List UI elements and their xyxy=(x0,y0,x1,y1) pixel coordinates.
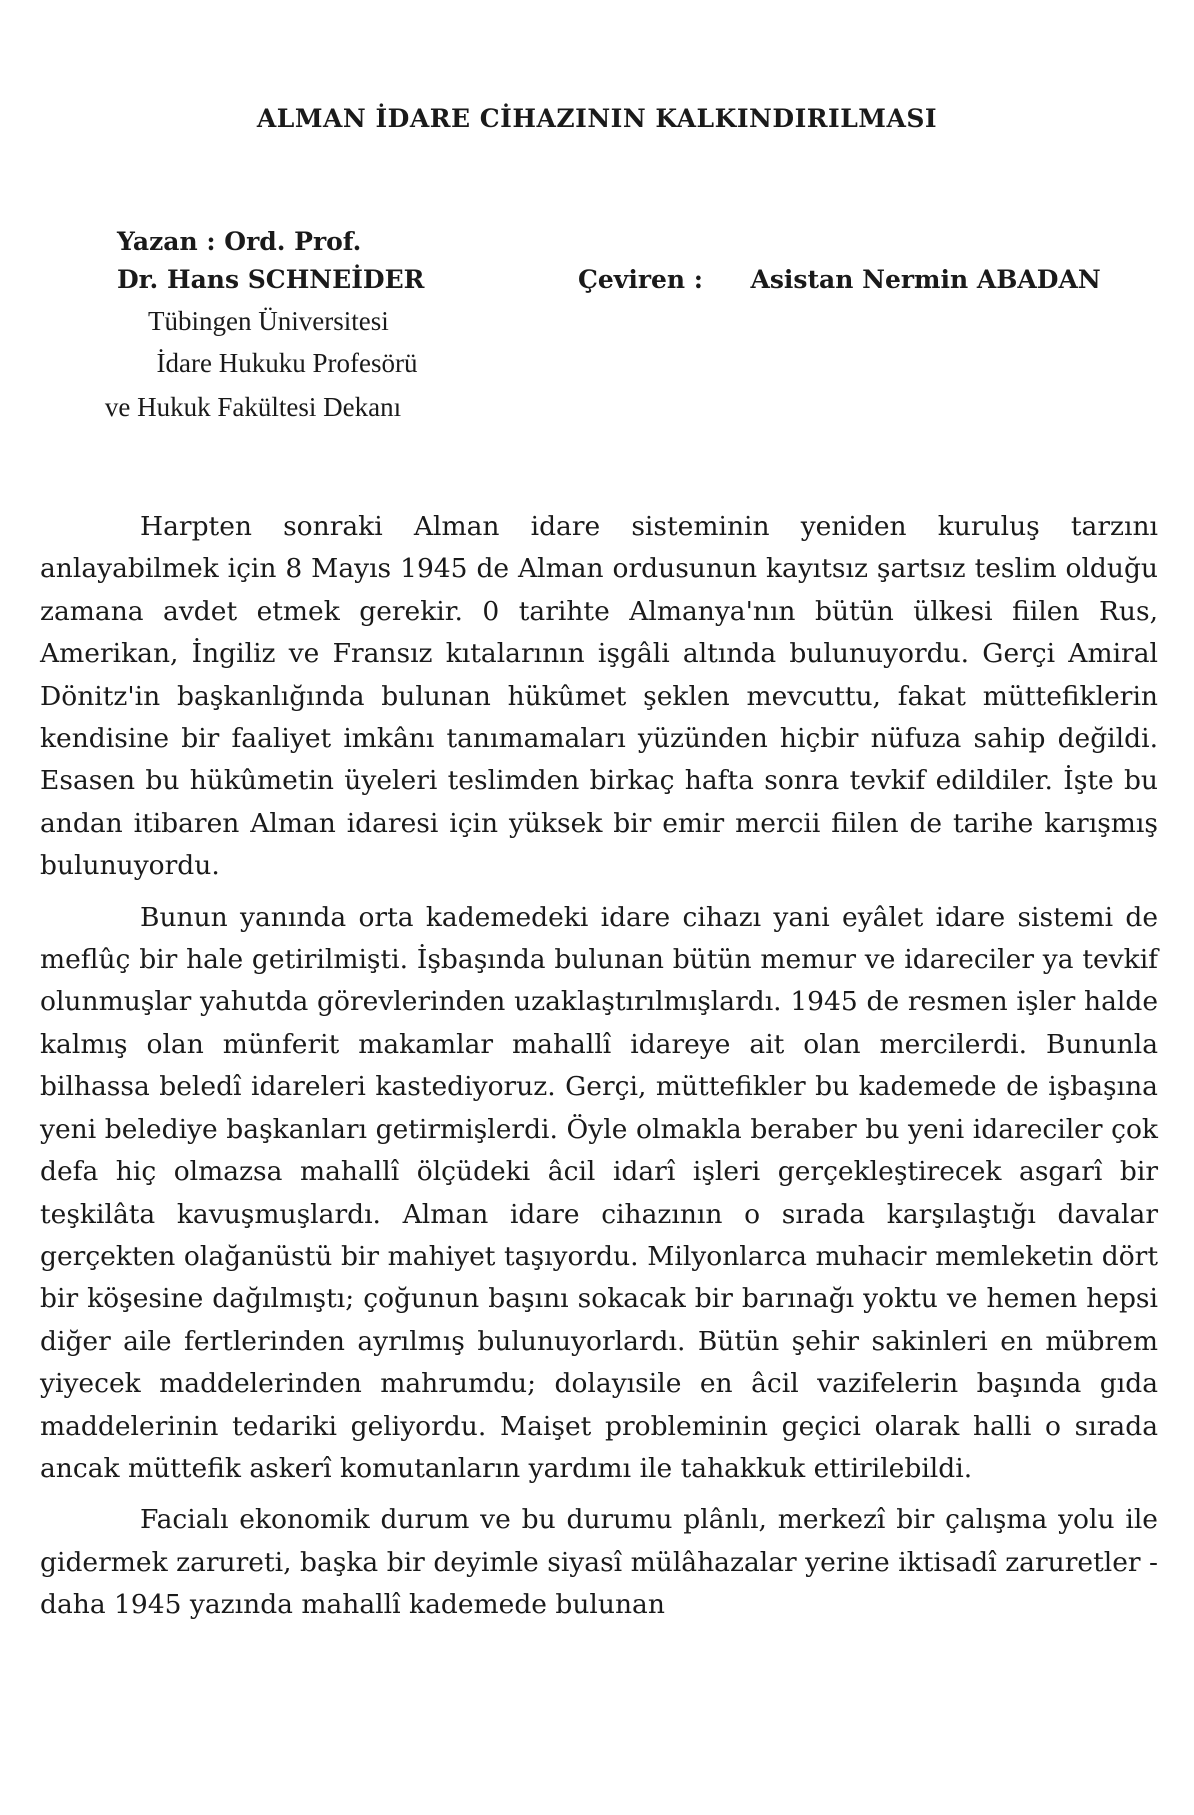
translator-name: Asistan Nermin ABADAN xyxy=(750,265,1101,294)
author-affiliation-line-3: ve Hukuk Fakültesi Dekanı xyxy=(104,392,402,422)
article-title: ALMAN İDARE CİHAZININ KALKINDIRILMASI xyxy=(256,104,938,133)
author-label: Yazan : Ord. Prof. xyxy=(117,227,362,256)
author-name: Dr. Hans SCHNEİDER xyxy=(117,265,425,294)
article-body xyxy=(40,506,1158,1636)
translator-credit xyxy=(578,261,1101,299)
translator-label: Çeviren : xyxy=(578,265,704,294)
author-affiliation-line-2: İdare Hukuku Profesörü xyxy=(156,348,418,378)
paragraph-3: Facialı ekonomik durum ve bu durumu plânlı, merkezî bir çalışma yolu ile gidermek zarureti, başka bir deyimle siyasî mülâhazalar yerine iktisadî zaruretler - daha 1945 yazında mahallî kademede bulunan xyxy=(40,1504,1158,1621)
paragraph-2: Bunun yanında orta kademedeki idare cihazı yani eyâlet idare sistemi de meflûç bir hale getirilmişti. İşbaşında bulunan bütün memur ve idareciler ya tevkif olunmuşlar yahutda görevlerinden uzaklaştırılmışlardı. 1945 de resmen işler halde kalmış olan münferit makamlar mahallî idareye ait olan mercilerdi. Bununla bilhassa beledî idareleri kastediyoruz. Gerçi, müttefikler bu kademede de işbaşına yeni belediye başkanları getirmişlerdi. Öyle olmakla beraber bu yeni idareciler çok defa hiç olmazsa mahallî ölçüdeki âcil idarî işleri gerçekleştirecek asgarî bir teşkilâta kavuşmuşlardı. Alman idare cihazının o sırada karşılaştığı davalar gerçekten olağanüstü bir mahiyet taşıyordu. Milyonlarca muhacir memleketin dört bir köşesine dağılmıştı; çoğunun başını sokacak bir barınağı yoktu ve hemen hepsi diğer aile fertlerinden ayrılmış bulunuyorlardı. Bütün şehir sakinleri en mübrem yiyecek maddelerinden mahrumdu; dolayısile en âcil vazifelerin başında gıda maddelerinin tedariki geliyordu. Maişet probleminin geçici olarak halli o sırada ancak müttefik askerî komutanların yardımı ile tahakkuk ettirilebildi. xyxy=(40,901,1158,1484)
paragraph-1: Harpten sonraki Alman idare sisteminin yeniden kuruluş tarzını anlayabilmek için 8 Mayıs 1945 de Alman ordusunun kayıtsız şartsız teslim olduğu zamana avdet etmek gerekir. 0 tarihte Almanya'nın bütün ülkesi fiilen Rus, Amerikan, İngiliz ve Fransız kıtalarının işgâli altında bulunuyordu. Gerçi Amiral Dönitz'in başkanlığında bulunan hükûmet şeklen mevcuttu, fakat müttefiklerin kendisine bir faaliyet imkânı tanımamaları yüzünden hiçbir nüfuza sahip değildi. Esasen bu hükûmetin üyeleri teslimden birkaç hafta sonra tevkif edildiler. İşte bu andan itibaren Alman idaresi için yüksek bir emir mercii fiilen de tarihe karışmış bulunuyordu. xyxy=(40,511,1158,882)
author-affiliation-line-1: Tübingen Üniversitesi xyxy=(148,306,389,336)
